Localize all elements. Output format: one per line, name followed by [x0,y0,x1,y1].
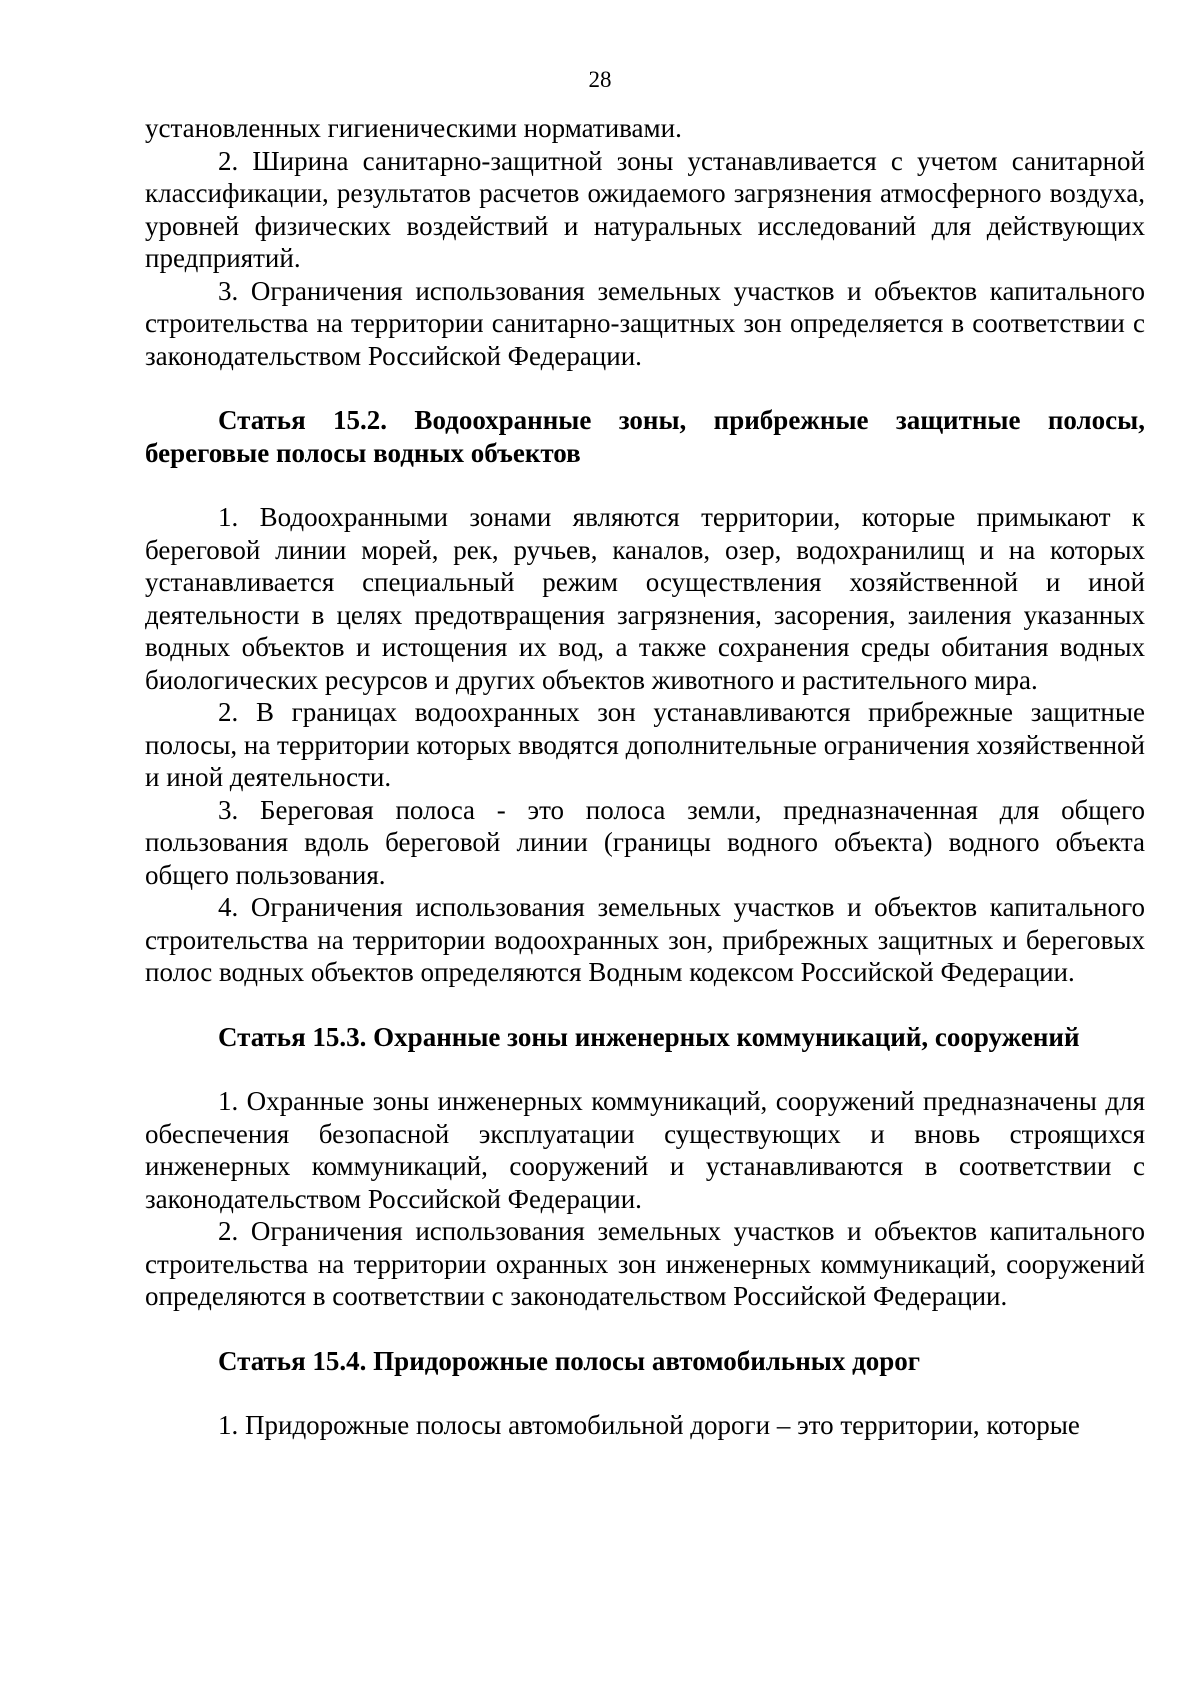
paragraph-15-2-4: 4. Ограничения использования земельных участков и объектов капитального строительства на территории водоохранных зон, прибрежных защитных и береговых полос водных объектов определяются Водным кодексом Российской Федерации. [145,892,1145,987]
paragraph-15-1-2: 2. Ширина санитарно-защитной зоны устанавливается с учетом санитарной классификации, результатов расчетов ожидаемого загрязнения атмосферного воздуха, уровней физических воздействий и натуральных исследований для действующих предприятий. [145,145,1145,273]
article-15-4-heading: Статья 15.4. Придорожные полосы автомобильных дорог [218,1345,921,1376]
paragraph-15-2-1: 1. Водоохранными зонами являются территории, которые примыкают к береговой линии морей, рек, ручьев, каналов, озер, водохранилищ и на которых устанавливается специальный режим осуществления хозяйственной и иной деятельности в целях предотвращения загрязнения, засорения, заиления указанных водных объектов и истощения их вод, а также сохранения среды обитания водных биологических ресурсов и других объектов животного и растительного мира. [145,502,1145,695]
paragraph-15-3-2: 2. Ограничения использования земельных участков и объектов капитального строительства на территории охранных зон инженерных коммуникаций, сооружений определяются в соответствии с законодательством Российской Федерации. [145,1216,1145,1311]
article-15-3-heading: Статья 15.3. Охранные зоны инженерных коммуникаций, сооружений [218,1021,1080,1052]
article-15-2-heading: Статья 15.2. Водоохранные зоны, прибрежные защитные полосы, береговые полосы водных объектов [145,405,1145,468]
paragraph-15-4-1: 1. Придорожные полосы автомобильной дороги – это территории, которые [218,1410,1080,1440]
paragraph-15-2-3: 3. Береговая полоса - это полоса земли, предназначенная для общего пользования вдоль береговой линии (границы водного объекта) водного объекта общего пользования. [145,794,1145,890]
document-body [145,112,1145,1442]
page-number: 28 [588,67,612,92]
intro-fragment: установленных гигиеническими нормативами. [145,113,682,143]
paragraph-15-2-2: 2. В границах водоохранных зон устанавливаются прибрежные защитные полосы, на территории которых вводятся дополнительные ограничения хозяйственной и иной деятельности. [145,697,1145,792]
paragraph-15-1-3: 3. Ограничения использования земельных участков и объектов капитального строительства на территории санитарно-защитных зон определяется в соответствии с законодательством Российской Федерации. [145,275,1145,371]
paragraph-15-3-1: 1. Охранные зоны инженерных коммуникаций, сооружений предназначены для обеспечения безопасной эксплуатации существующих и вновь строящихся инженерных коммуникаций, сооружений и устанавливаются в соответствии с законодательством Российской Федерации. [145,1086,1145,1214]
